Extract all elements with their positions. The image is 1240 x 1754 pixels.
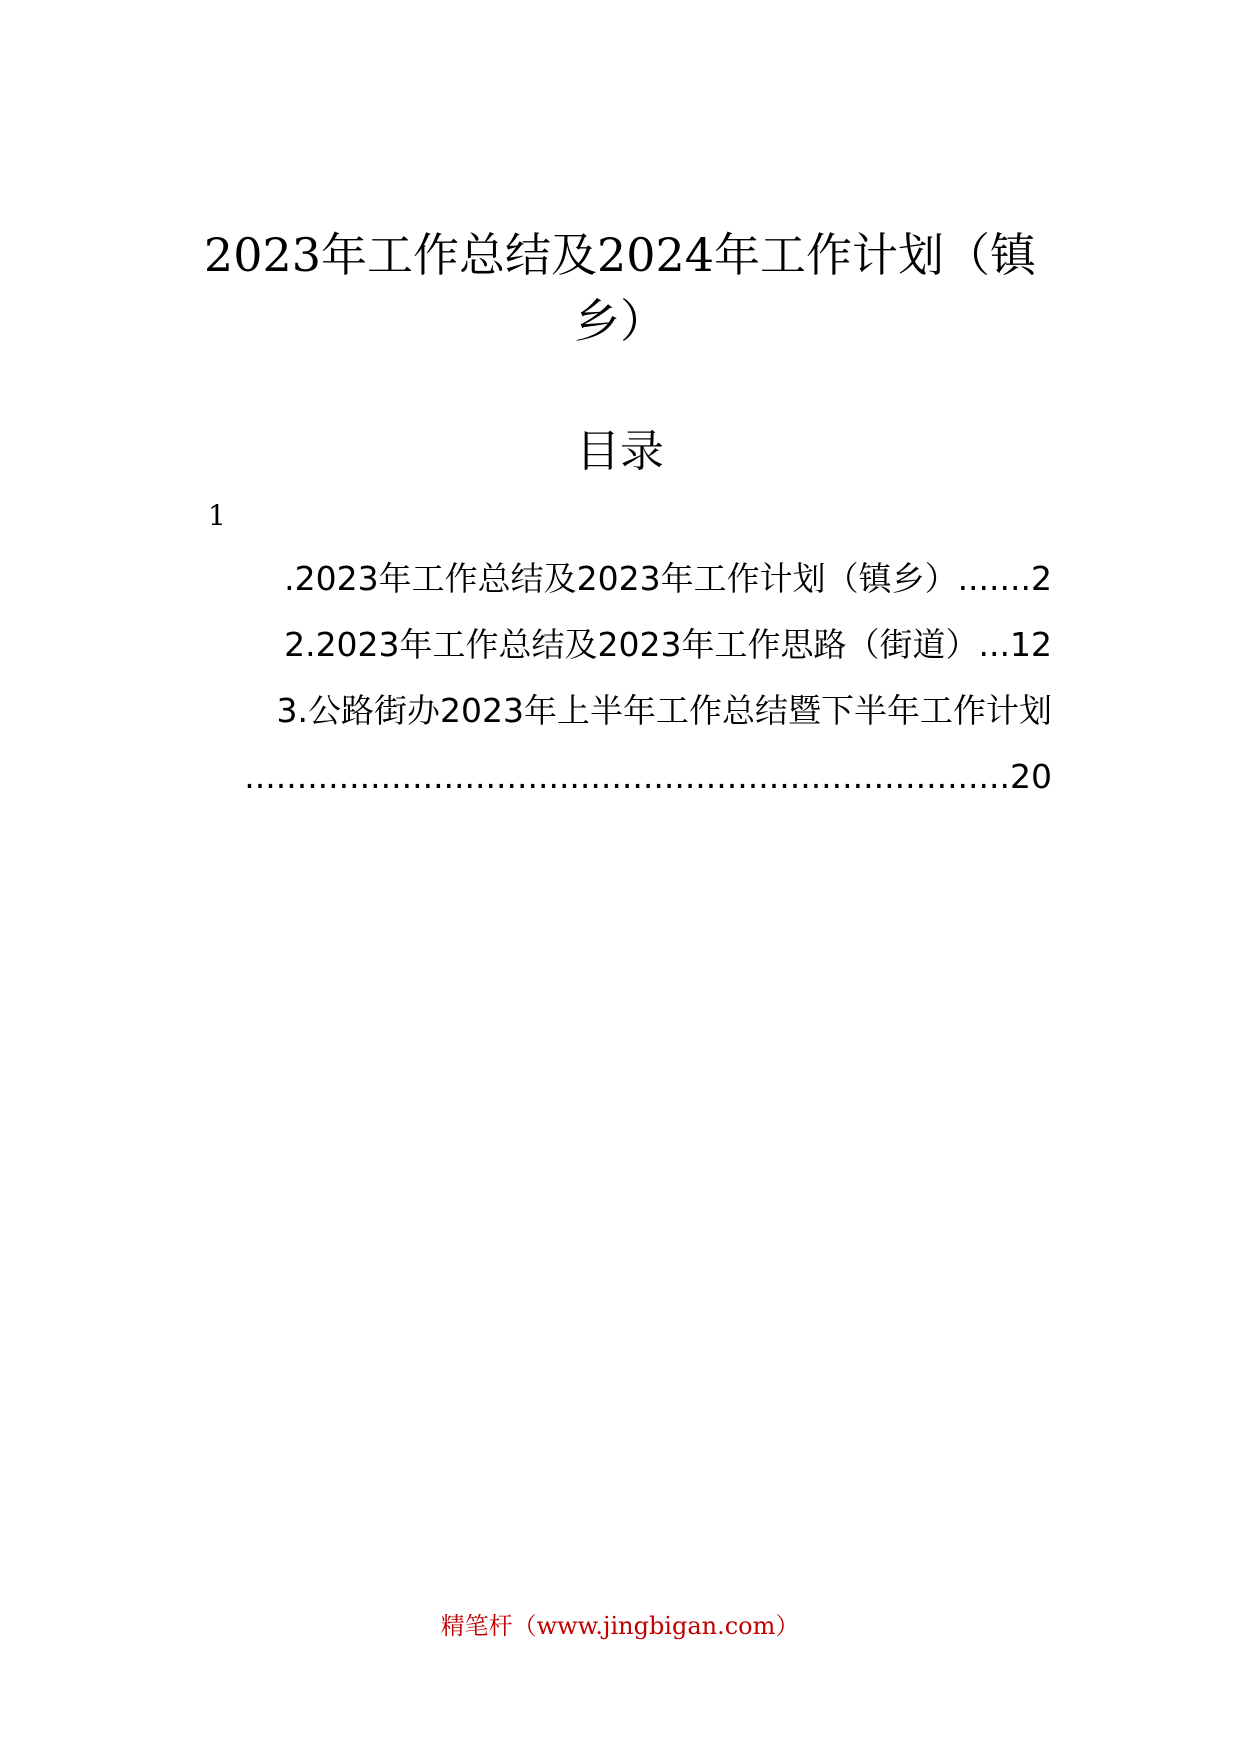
toc-item-1[interactable]: .2023年工作总结及2023年工作计划（镇乡）.......2 [284, 559, 1052, 598]
toc-item-2[interactable]: 2.2023年工作总结及2023年工作思路（街道）...12 [284, 625, 1052, 664]
toc-item-number-fragment: 1 [208, 499, 226, 532]
toc-item-3-leader[interactable]: .........................................................................20 [244, 757, 1052, 796]
toc-item-3[interactable]: 3.公路街办2023年上半年工作总结暨下半年工作计划 [276, 691, 1052, 730]
footer-watermark: 精笔杆（www.jingbigan.com） [440, 1612, 800, 1640]
toc-heading: 目录 [576, 426, 664, 477]
document-title: 2023年工作总结及2024年工作计划（镇乡） [203, 228, 1037, 348]
